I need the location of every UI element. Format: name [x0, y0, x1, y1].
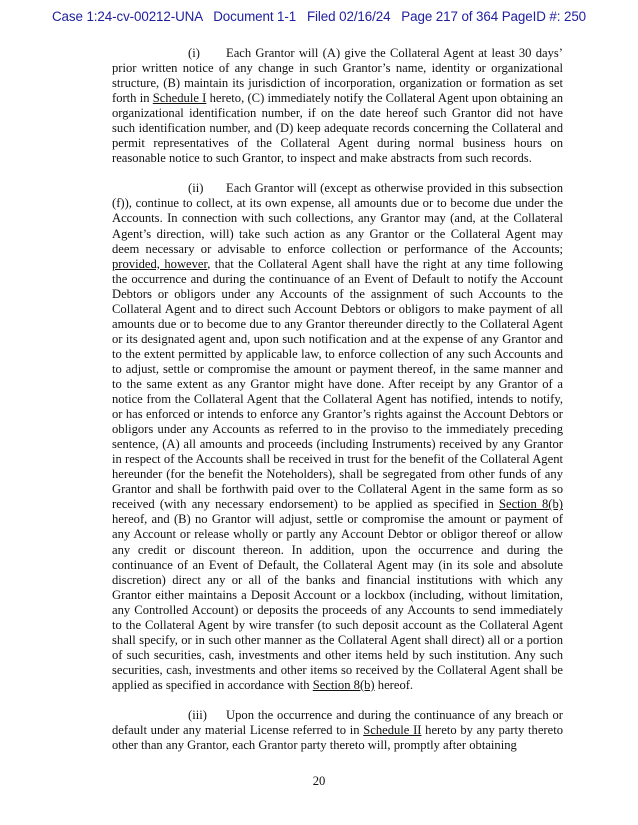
schedule-i-reference: Schedule I: [152, 91, 207, 106]
provided-however-term: provided, however: [112, 256, 208, 271]
paragraph-text: hereto, (C) immediately notify the Collateral Agent upon obtaining an organizational identification number, if on the date hereof such Grantor did not have such identification number, and (D) keep adequate records concerning the Collateral and permit representatives of the Collateral Agent during normal business hours on reasonable notice to such Grantor, to inspect and make abstracts from such records.: [112, 91, 563, 166]
court-filing-header: Case 1:24-cv-00212-UNA Document 1-1 Filed 02/16/24 Page 217 of 364 PageID #: 250: [51, 9, 587, 24]
paragraph-text: , that the Collateral Agent shall have the right at any time following the occurrence and during the continuance of an Event of Default to notify the Account Debtors or obligors under any Accounts of the assignment of such Accounts to the Collateral Agent and to direct such Account Debtors or obligors to make payment of all amounts due or to become due to any Grantor thereunder directly to the Collateral Agent or its designated agent and, upon such notification and at the expense of any Grantor and to the extent permitted by applicable law, to enforce collection of any such Accounts and to adjust, settle or compromise the amount or payment thereof, in the same manner and to the same extent as any Grantor might have done. After receipt by any Grantor of a notice from the Collateral Agent that the Collateral Agent has notified, intends to notify, or has enforced or intends to enforce any Grantor’s rights against the Account Debtors or obligors under any Accounts as referred to in the proviso to the immediately preceding sentence, (A) all amounts and proceeds (including Instruments) received by any Grantor in respect of the Accounts shall be received in trust for the benefit of the Collateral Agent hereunder (for the benefit the Noteholders), shall be segregated from other funds of any Grantor and shall be forthwith paid over to the Collateral Agent in the same form as so received (with any necessary endorsement) to be applied as specified in: [112, 256, 564, 512]
document-body: [112, 46, 563, 768]
paragraph-iii: [112, 708, 563, 753]
paragraph-number: (iii): [188, 707, 207, 722]
paragraph-ii: [112, 181, 563, 693]
paragraph-i: [112, 46, 563, 166]
paragraph-text: hereof, and (B) no Grantor will adjust, settle or compromise the amount or payment of any Account or release wholly or partly any Account Debtor or obligor thereof or allow any credit or discount thereon. In addition, upon the occurrence and during the continuance of an Event of Default, the Collateral Agent may (in its sole and absolute discretion) direct any or all of the banks and financial institutions with which any Grantor either maintains a Deposit Account or a lockbox (including, without limitation, any Controlled Account) or deposits the proceeds of any Accounts to send immediately to the Collateral Agent by wire transfer (to such deposit account as the Collateral Agent shall specify, or in such other manner as the Collateral Agent shall direct) all or a portion of such securities, cash, investments and other items held by such institution. Any such securities, cash, investments and other items so received by the Collateral Agent shall be applied as specified in accordance with: [112, 512, 563, 692]
paragraph-number: (i): [188, 46, 200, 60]
section-8b-reference: Section 8(b): [312, 677, 375, 692]
paragraph-text: Each Grantor will (except as otherwise provided in this subsection (f)), continue to collect, at its own expense, all amounts due or to become due under the Accounts. In connection with such collections, any Grantor may (and, at the Collateral Agent’s direction, will) take such action as any Grantor or the Collateral Agent may deem necessary or advisable to enforce collection or performance of the Accounts;: [112, 181, 563, 256]
paragraph-text: hereto by any party thereto other than any Grantor, each Grantor party thereto will, promptly after obtaining: [112, 723, 564, 753]
schedule-ii-reference: Schedule II: [363, 723, 422, 738]
paragraph-number: (ii): [188, 181, 204, 196]
page-number: 20: [312, 774, 326, 788]
paragraph-text: Each Grantor will (A) give the Collateral Agent at least 30 days’ prior written notice of any change in such Grantor’s name, identity or organizational structure, (B) maintain its jurisdiction of incorporation, organization or formation as set forth in: [112, 46, 563, 106]
section-8b-reference: Section 8(b): [499, 497, 563, 512]
paragraph-text: Upon the occurrence and during the continuance of any breach or default under any material License referred to in: [112, 707, 563, 738]
paragraph-text: hereof.: [374, 677, 414, 692]
